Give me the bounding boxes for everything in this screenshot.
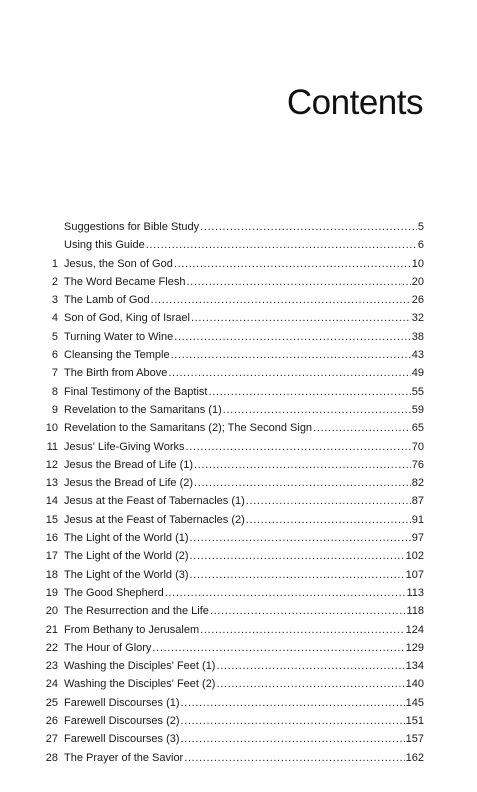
toc-entry — [40, 401, 424, 419]
toc-entry-page: 157 — [405, 733, 424, 746]
toc-entry-page: 151 — [405, 715, 424, 728]
toc-entry-title: Turning Water to Wine — [64, 330, 174, 343]
toc-entry-page: 43 — [411, 349, 424, 362]
toc-entry-page: 5 — [417, 221, 424, 233]
dot-leader — [210, 602, 406, 620]
dot-leader — [168, 364, 410, 382]
toc-entry-title: The Light of the World (1) — [64, 532, 189, 545]
dot-leader — [174, 328, 411, 346]
toc-entry — [40, 346, 424, 364]
toc-entry — [40, 547, 424, 565]
toc-entry-page: 20 — [411, 275, 424, 288]
toc-entry-title: Washing the Disciples' Feet (1) — [64, 660, 216, 673]
dot-leader — [200, 218, 417, 236]
toc-entry-number: 8 — [51, 385, 58, 398]
toc-entry-number: 5 — [51, 330, 58, 343]
toc-entry-title: Jesus the Bread of Life (1) — [64, 458, 194, 471]
toc-entry-page: 38 — [411, 330, 424, 343]
toc-entry-title: The Prayer of the Savior — [64, 751, 184, 764]
toc-entry — [40, 328, 424, 346]
dot-leader — [246, 511, 411, 529]
toc-entry-number: 23 — [45, 660, 58, 673]
toc-entry-number: 22 — [45, 641, 58, 654]
toc-entry-title: The Light of the World (2) — [64, 550, 189, 563]
toc-entry — [40, 657, 424, 675]
toc-entry — [40, 621, 424, 639]
toc-entry-title: Farewell Discourses (1) — [64, 696, 180, 709]
toc-entry-page: 118 — [406, 605, 424, 618]
toc-entry-number: 26 — [45, 715, 58, 728]
toc-entry — [40, 694, 424, 712]
toc-entry-page: 129 — [405, 641, 424, 654]
toc-entry — [40, 492, 424, 510]
toc-entry-page: 26 — [411, 294, 424, 307]
dot-leader — [190, 529, 411, 547]
toc-entry-title: Using this Guide — [64, 239, 145, 252]
dot-leader — [208, 383, 410, 401]
toc-entry — [40, 419, 424, 437]
toc-entry-page: 87 — [411, 495, 424, 508]
dot-leader — [190, 566, 405, 584]
toc-entry-number: 12 — [45, 458, 58, 471]
toc-entry — [40, 584, 424, 602]
toc-entry-title: Jesus at the Feast of Tabernacles (2) — [64, 513, 245, 526]
toc-entry-page: 140 — [405, 678, 424, 691]
toc-entry — [40, 383, 424, 401]
toc-entry-page: 70 — [411, 440, 424, 453]
toc-entry-title: Jesus, the Son of God — [64, 257, 173, 270]
dot-leader — [313, 419, 411, 437]
dot-leader — [146, 236, 417, 254]
toc-entry-page: 32 — [411, 312, 424, 325]
toc-entry-title: The Word Became Flesh — [64, 275, 186, 288]
dot-leader — [216, 675, 404, 693]
toc-entry — [40, 730, 424, 748]
toc-entry — [40, 511, 424, 529]
toc-entry-number: 13 — [45, 477, 58, 490]
toc-entry-title: Jesus the Bread of Life (2) — [64, 477, 194, 490]
toc-entry-title: Jesus' Life-Giving Works — [64, 440, 185, 453]
toc-entry-page: 162 — [405, 751, 424, 764]
toc-entry — [40, 566, 424, 584]
toc-entry-title: The Lamb of God — [64, 294, 150, 307]
dot-leader — [216, 657, 404, 675]
toc-entry-number: 19 — [45, 586, 58, 599]
dot-leader — [171, 346, 411, 364]
toc-entry-page: 102 — [405, 550, 424, 563]
toc-entry-page: 82 — [411, 477, 424, 490]
toc-entry-page: 124 — [405, 623, 424, 636]
toc-entry-number: 28 — [45, 751, 58, 764]
dot-leader — [152, 639, 404, 657]
dot-leader — [181, 730, 405, 748]
page-title: Contents — [286, 83, 423, 123]
toc-entry — [40, 456, 424, 474]
toc-entry — [40, 602, 424, 620]
toc-entry — [40, 529, 424, 547]
toc-entry-page: 107 — [405, 568, 424, 581]
dot-leader — [181, 694, 405, 712]
toc-entry-title: Washing the Disciples' Feet (2) — [64, 678, 216, 691]
toc-entry-page: 65 — [411, 422, 424, 435]
toc-entry-number: 16 — [45, 532, 58, 545]
toc-entry-page: 113 — [406, 586, 424, 599]
toc-entry-title: Suggestions for Bible Study — [64, 221, 200, 233]
dot-leader — [223, 401, 411, 419]
toc-entry — [40, 309, 424, 327]
toc-entry — [40, 474, 424, 492]
dot-leader — [186, 438, 411, 456]
toc-entry-number: 7 — [51, 367, 58, 380]
dot-leader — [165, 584, 406, 602]
toc-entry — [40, 255, 424, 273]
dot-leader — [194, 474, 411, 492]
toc-entry-page: 145 — [405, 696, 424, 709]
toc-entry — [40, 218, 424, 236]
dot-leader — [190, 547, 405, 565]
toc-entry-title: Revelation to the Samaritans (2); The Second Sign — [64, 422, 313, 435]
toc-entry-page: 134 — [405, 660, 424, 673]
toc-entry — [40, 438, 424, 456]
toc-entry-title: Jesus at the Feast of Tabernacles (1) — [64, 495, 245, 508]
toc-entry-title: The Good Shepherd — [64, 586, 164, 599]
toc-entry-number: 15 — [45, 513, 58, 526]
toc-entry-title: Revelation to the Samaritans (1) — [64, 403, 222, 416]
toc-entry-number: 27 — [45, 733, 58, 746]
toc-entry-page: 59 — [411, 403, 424, 416]
toc-entry-number: 24 — [45, 678, 58, 691]
toc-entry-number: 2 — [51, 275, 58, 288]
table-of-contents — [40, 218, 424, 767]
toc-entry-number: 9 — [51, 403, 58, 416]
toc-entry-page: 76 — [411, 458, 424, 471]
toc-entry-number: 25 — [45, 696, 58, 709]
dot-leader — [200, 621, 405, 639]
toc-entry-page: 49 — [411, 367, 424, 380]
toc-entry-number: 10 — [45, 422, 58, 435]
toc-entry-page: 97 — [411, 532, 424, 545]
toc-entry — [40, 639, 424, 657]
toc-entry-number: 18 — [45, 568, 58, 581]
toc-entry-number: 4 — [51, 312, 58, 325]
toc-entry-title: From Bethany to Jerusalem — [64, 623, 200, 636]
toc-entry-title: Son of God, King of Israel — [64, 312, 190, 325]
toc-entry-title: The Resurrection and the Life — [64, 605, 209, 618]
toc-entry — [40, 236, 424, 254]
toc-entry-title: Final Testimony of the Baptist — [64, 385, 208, 398]
toc-entry-title: The Light of the World (3) — [64, 568, 189, 581]
dot-leader — [174, 255, 411, 273]
dot-leader — [184, 749, 404, 767]
toc-entry — [40, 712, 424, 730]
toc-entry — [40, 364, 424, 382]
toc-entry-number: 11 — [46, 440, 58, 453]
toc-entry — [40, 675, 424, 693]
dot-leader — [246, 492, 411, 510]
toc-entry-number: 6 — [51, 349, 58, 362]
toc-entry-number: 14 — [45, 495, 58, 508]
dot-leader — [181, 712, 405, 730]
toc-entry-title: Farewell Discourses (3) — [64, 733, 180, 746]
toc-entry-title: Farewell Discourses (2) — [64, 715, 180, 728]
toc-entry-number: 20 — [45, 605, 58, 618]
dot-leader — [186, 273, 410, 291]
dot-leader — [191, 309, 411, 327]
dot-leader — [194, 456, 411, 474]
toc-entry-page: 10 — [411, 257, 424, 270]
toc-entry-page: 55 — [411, 385, 424, 398]
toc-entry-page: 91 — [411, 513, 424, 526]
toc-entry-number: 1 — [51, 257, 58, 270]
dot-leader — [151, 291, 411, 309]
toc-entry-number: 17 — [45, 550, 58, 563]
toc-entry-title: The Birth from Above — [64, 367, 168, 380]
toc-entry — [40, 273, 424, 291]
toc-entry-page: 6 — [417, 239, 424, 252]
toc-entry-title: Cleansing the Temple — [64, 349, 170, 362]
toc-entry — [40, 749, 424, 767]
toc-entry-title: The Hour of Glory — [64, 641, 152, 654]
toc-entry-number: 3 — [51, 294, 58, 307]
toc-entry — [40, 291, 424, 309]
toc-entry-number: 21 — [45, 623, 58, 636]
